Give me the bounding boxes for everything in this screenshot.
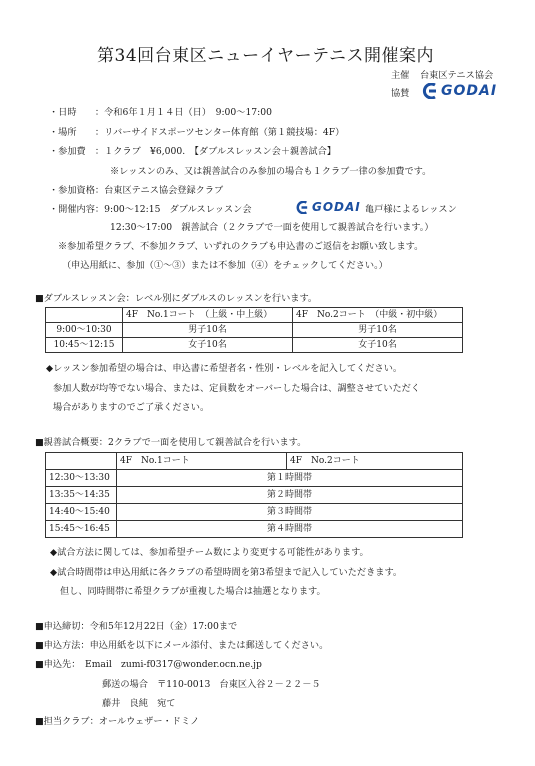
event-date: ・日時 ：令和6年１月１４日（日） 9:00～17:00 (49, 107, 272, 118)
table-row (46, 338, 463, 353)
godai-logo-icon (420, 83, 438, 99)
table-cell: 15:45～16:45 (46, 521, 117, 538)
page-title: 第34回台東区ニューイヤーテニス開催案内 (97, 46, 434, 66)
deadline: ■申込締切：令和5年12月22日（金）17:00まで (35, 621, 238, 632)
lesson-note-2: 参加人数が均等でない場合、または、定員数をオーバーした場合は、調整させていただく (53, 383, 421, 394)
content-godai-logo (294, 200, 361, 214)
lesson-table (45, 307, 463, 353)
sponsor-logo-text: GODAI (441, 83, 498, 99)
table-cell: 女子10名 (293, 338, 463, 353)
content-line1-b: 亀戸様によるレッスン (365, 204, 457, 215)
content-godai-text: GODAI (312, 200, 361, 214)
table-header: 4F No.1コート (117, 453, 287, 470)
table-row (46, 487, 463, 504)
table-header: 4F No.2コート (287, 453, 463, 470)
event-venue: ・場所 ：リバーサイドスポーツセンター体育館（第１競技場：4F） (49, 127, 345, 138)
eligibility: ・参加資格：台東区テニス協会登録クラブ (49, 185, 224, 196)
match-note-2: ◆試合時間帯は申込用紙に各クラブの希望時間を第3希望まで記入していただきます。 (50, 567, 403, 578)
content-line1: ・開催内容：9:00～12:15 ダブルスレッスン会 (49, 204, 252, 215)
lesson-heading: ■ダブルスレッスン会：レベル別にダブルスのレッスンを行います。 (35, 293, 318, 304)
contact-person: 藤井 良純 宛て (102, 698, 176, 709)
table-header: 4F No.2コート （中級・初中級） (293, 308, 463, 323)
table-cell: 第３時間帯 (117, 504, 463, 521)
sponsor-logo (420, 83, 497, 99)
match-note-1: ◆試合方法に関しては、参加希望チーム数により変更する可能性があります。 (50, 547, 369, 558)
table-row (46, 470, 463, 487)
table-cell: 男子10名 (293, 323, 463, 338)
table-cell: 9:00～10:30 (46, 323, 123, 338)
godai-logo-icon (294, 201, 309, 214)
table-cell: 女子10名 (123, 338, 293, 353)
host-label: 主催 (391, 70, 410, 81)
apply-destination: ■申込先： Email zumi-f0317@wonder.ocn.ne.jp (35, 659, 262, 670)
mail-address: 郵送の場合 〒110-0013 台東区入谷２－２２－５ (102, 679, 321, 690)
table-row (46, 504, 463, 521)
table-cell: 12:30～13:30 (46, 470, 117, 487)
table-row (46, 308, 463, 323)
match-heading: ■親善試合概要：2クラブで一面を使用して親善試合を行います。 (35, 437, 307, 448)
fee-note: ※レッスンのみ、又は親善試合のみ参加の場合も１クラブ一律の参加費です。 (110, 166, 432, 177)
table-row (46, 521, 463, 538)
lesson-note-1: ◆レッスン参加希望の場合は、申込書に希望者名・性別・レベルを記入してください。 (46, 363, 403, 374)
apply-method: ■申込方法：申込用紙を以下にメール添付、または郵送してください。 (35, 640, 329, 651)
table-cell: 男子10名 (123, 323, 293, 338)
reply-note: ※参加希望クラブ、不参加クラブ、いずれのクラブも申込書のご返信をお願い致します。 (58, 241, 424, 252)
table-cell: 10:45～12:15 (46, 338, 123, 353)
table-cell: 第２時間帯 (117, 487, 463, 504)
table-header: 4F No.1コート （上級・中上級） (123, 308, 293, 323)
content-line2: 12:30～17:00 親善試合（２クラブで一面を使用して親善試合を行います。） (110, 222, 434, 233)
table-row (46, 453, 463, 470)
match-note-3: 但し、同時間帯に希望クラブが重複した場合は抽選となります。 (60, 586, 326, 597)
table-cell (46, 308, 123, 323)
host-name: 台東区テニス協会 (420, 70, 494, 81)
responsible-club: ■担当クラブ：オールウェザー・ドミノ (35, 716, 200, 727)
lesson-note-3: 場合がありますのでご了承ください。 (53, 402, 210, 413)
table-row (46, 323, 463, 338)
table-cell: 14:40～15:40 (46, 504, 117, 521)
event-fee: ・参加費 ：１クラブ ¥6,000. 【ダブルスレッスン会＋親善試合】 (49, 146, 336, 157)
table-cell: 13:35～14:35 (46, 487, 117, 504)
table-cell: 第１時間帯 (117, 470, 463, 487)
sponsor-label: 協賛 (391, 88, 410, 99)
table-cell (46, 453, 117, 470)
check-note: （申込用紙に、参加（①～③）または不参加（④）をチェックしてください。） (62, 260, 388, 271)
match-table (45, 452, 463, 538)
table-cell: 第４時間帯 (117, 521, 463, 538)
